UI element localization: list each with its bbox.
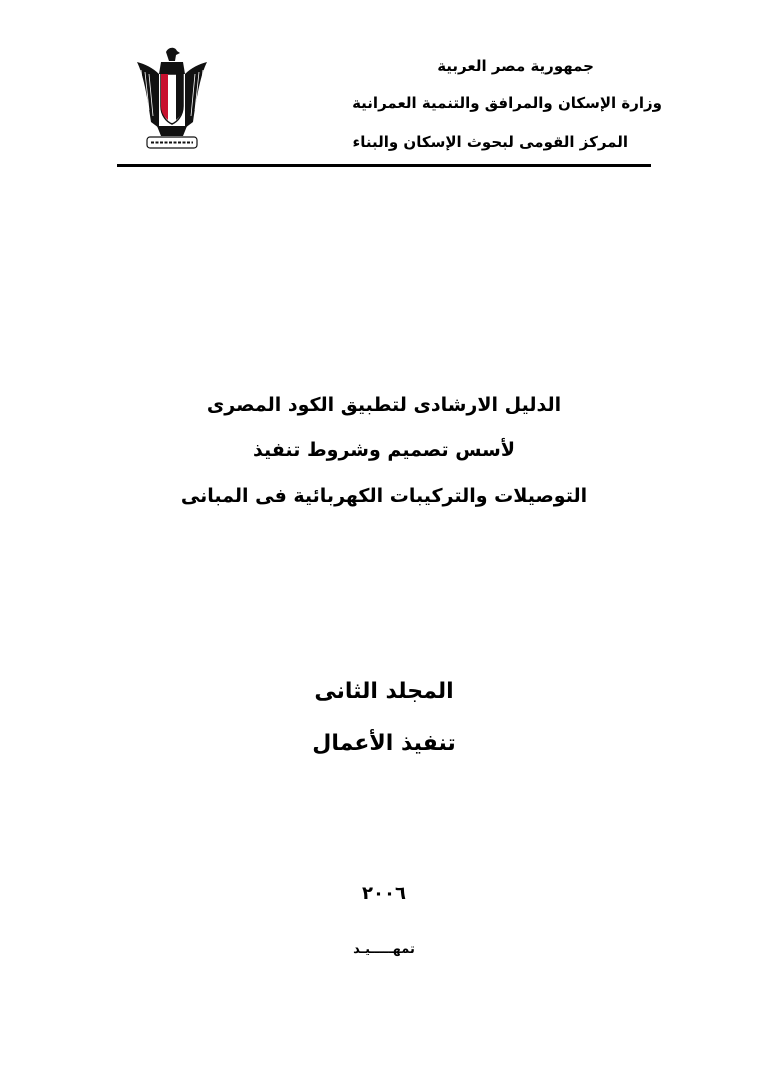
volume-number: المجلد الثانى (314, 679, 454, 704)
title-line-1: الدليل الارشادى لتطبيق الكود المصرى (206, 394, 562, 416)
header-divider (117, 164, 651, 167)
country-name: جمهورية مصر العربية (437, 57, 594, 75)
publication-year: ٢٠٠٦ (362, 883, 406, 904)
section-label: تمهـــــيـد (353, 942, 415, 957)
title-line-3: التوصيلات والتركيبات الكهربائية فى المبانى (180, 485, 588, 507)
title-line-2: لأسس تصميم وشروط تنفيذ (253, 439, 515, 461)
ministry-name: وزارة الإسكان والمرافق والتنمية العمرانية (352, 94, 662, 112)
egypt-eagle-emblem-icon (133, 44, 211, 152)
volume-name: تنفيذ الأعمال (312, 731, 456, 756)
center-name: المركز القومى لبحوث الإسكان والبناء (352, 133, 628, 151)
